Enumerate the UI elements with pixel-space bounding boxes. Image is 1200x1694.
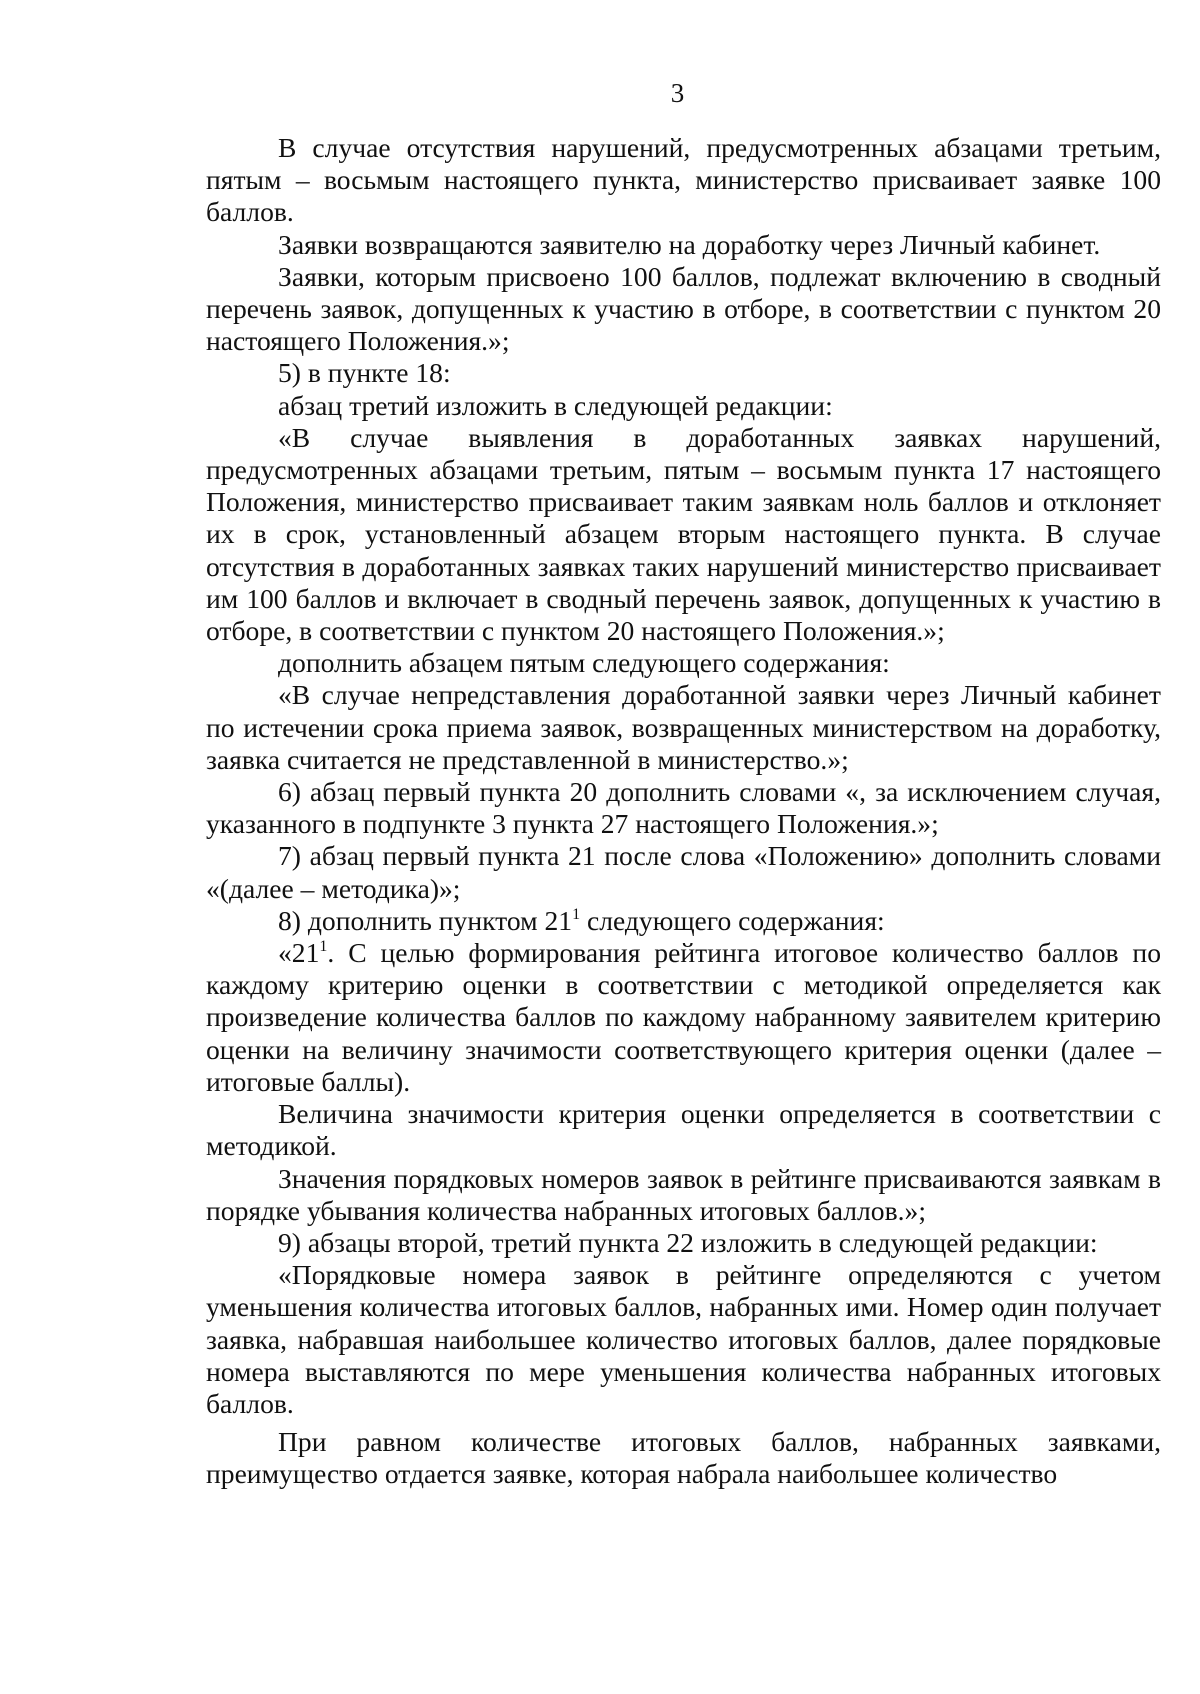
paragraph: «Порядковые номера заявок в рейтинге определяются с учетом уменьшения количества итоговых баллов, набранных ими. Номер один получает заявка, набравшая наибольшее количество итоговых баллов, далее порядковые номера выставляются по мере уменьшения количества набранных итоговых баллов.: [206, 1259, 1161, 1419]
paragraph: 9) абзацы второй, третий пункта 22 изложить в следующей редакции:: [278, 1226, 1098, 1258]
paragraph: дополнить абзацем пятым следующего содержания:: [278, 647, 890, 679]
paragraph: Значения порядковых номеров заявок в рейтинге присваиваются заявкам в порядке убывания количества набранных итоговых баллов.»;: [206, 1162, 1161, 1226]
item-8-text: 8) дополнить пунктом 21: [278, 904, 573, 936]
paragraph: Заявки, которым присвоено 100 баллов, подлежат включению в сводный перечень заявок, допущенных к участию в отборе, в соответствии с пунктом 20 настоящего Положения.»;: [206, 260, 1161, 357]
paragraph: абзац третий изложить в следующей редакции:: [278, 389, 833, 421]
paragraph: 7) абзац первый пункта 21 после слова «Положению» дополнить словами «(далее – методика)»;: [206, 840, 1161, 904]
paragraph: «В случае непредставления доработанной заявки через Личный кабинет по истечении срока приема заявок, возвращенных министерством на доработку, заявка считается не представленной в министерство.»;: [206, 679, 1161, 775]
superscript: 1: [319, 938, 328, 956]
superscript: 1: [572, 905, 581, 923]
paragraph: В случае отсутствия нарушений, предусмотренных абзацами третьим, пятым – восьмым настоящего пункта, министерство присваивает заявке 100 баллов.: [206, 132, 1161, 228]
item-8-text-end: следующего содержания:: [580, 904, 885, 936]
paragraph-item-8: [206, 905, 1161, 937]
paragraph: 5) в пункте 18:: [278, 357, 451, 389]
paragraph: «В случае выявления в доработанных заявках нарушений, предусмотренных абзацами третьим, пятым – восьмым пункта 17 настоящего Положения, министерство присваивает таким заявкам ноль баллов и отклоняет их в срок, установленный абзацем вторым настоящего пункта. В случае отсутствия в доработанных заявках таких нарушений министерство присваивает им 100 баллов и включает в сводный перечень заявок, допущенных к участию в отборе, в соответствии с пунктом 20 настоящего Положения.»;: [206, 421, 1161, 647]
point-21-1-number: «21: [278, 937, 320, 969]
paragraph-point-21-1: [206, 937, 1161, 1098]
paragraph: 6) абзац первый пункта 20 дополнить словами «, за исключением случая, указанного в подпункте 3 пункта 27 настоящего Положения.»;: [206, 776, 1161, 840]
paragraph: Величина значимости критерия оценки определяется в соответствии с методикой.: [206, 1098, 1161, 1162]
paragraph-last: При равном количестве итоговых баллов, набранных заявками, преимущество отдается заявке, которая набрала наибольшее количество: [206, 1426, 1161, 1490]
point-21-1-text: . С целью формирования рейтинга итоговое количество баллов по каждому критерию оценки в соответствии с методикой определяется как произведение количества баллов по каждому набранному заявителем критерию оценки на величину значимости соответствующего критерия оценки (далее – итоговые баллы).: [206, 937, 1161, 1097]
document-body: [206, 132, 1161, 1491]
paragraph: Заявки возвращаются заявителю на доработку через Личный кабинет.: [278, 228, 1101, 260]
page-number: 3: [670, 78, 685, 108]
